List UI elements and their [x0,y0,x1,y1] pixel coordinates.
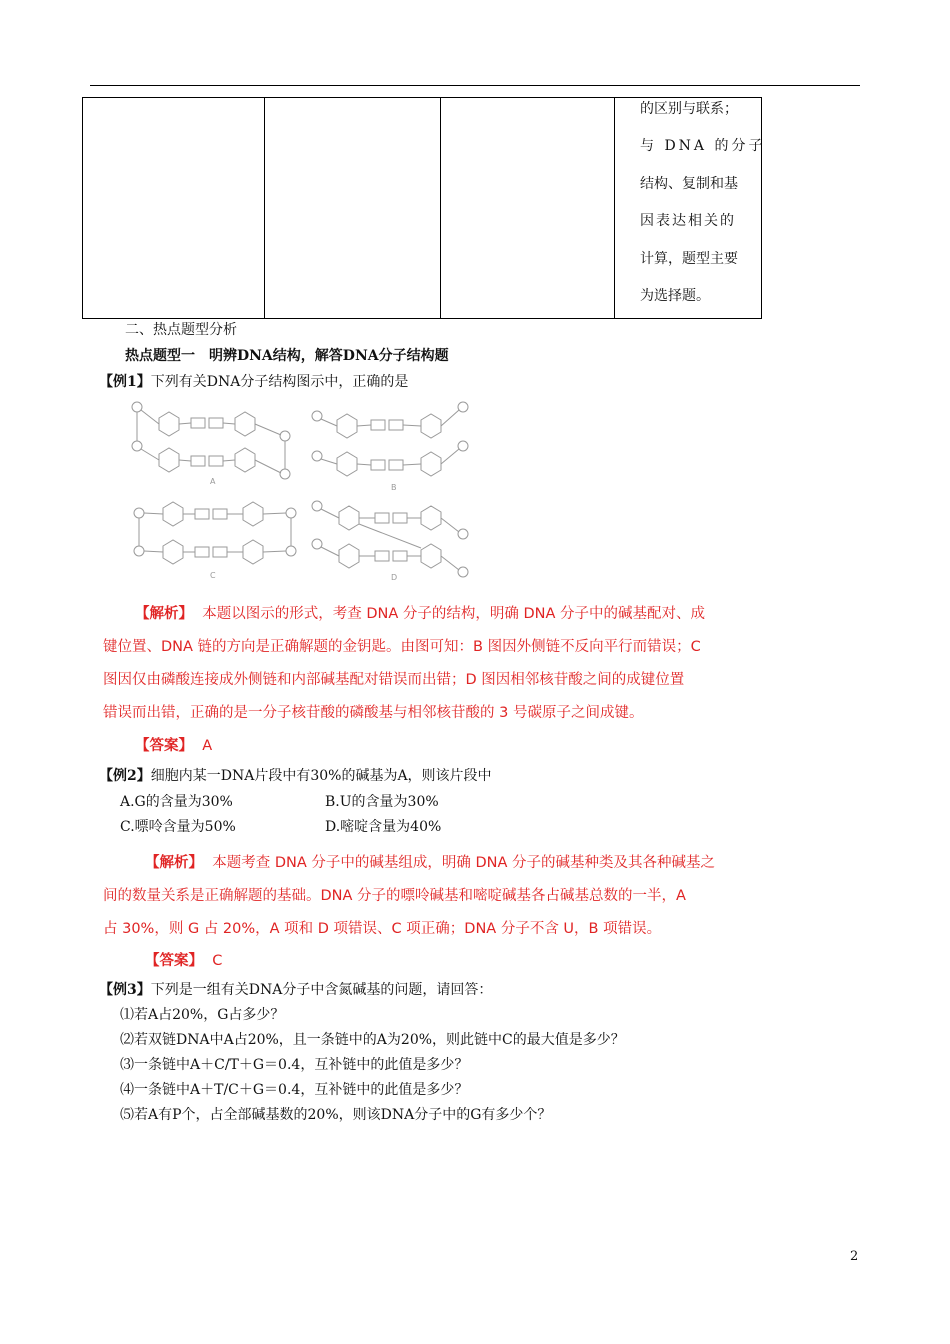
answer-tag: 【答案】 [145,953,203,969]
table-divider [614,98,615,318]
diagram-b [312,402,468,476]
diagram-a [132,402,290,479]
answer-value: C [212,953,223,969]
answer-tag: 【答案】 [135,738,193,754]
diagram-label-d: D [391,573,398,582]
answer-value: A [202,738,213,754]
question-text: 下列有关DNA分子结构图示中，正确的是 [150,374,409,390]
option-c: C.嘌呤含量为50% [120,819,236,835]
example2-analysis-line: 间的数量关系是正确解题的基础。DNA 分子的嘌呤碱基和嘧啶碱基各占碱基总数的一半，A [103,888,686,904]
example-label: 【例3】 [99,982,151,998]
table-cell-line: 为选择题。 [640,288,710,305]
example-label: 【例2】 [99,768,151,784]
example1-analysis-line: 键位置、DNA 链的方向是正确解题的金钥匙。由图可知：B 图因外侧链不反向平行而错误；C [103,639,701,655]
example2-analysis-line: 占 30%，则 G 占 20%，A 项和 D 项错误、C 项正确；DNA 分子不含 U，B 项错误。 [103,921,662,937]
table-divider [440,98,441,318]
example3-item: ⑷一条链中A＋T/C＋G＝0.4，互补链中的此值是多少？ [120,1082,469,1098]
example1-analysis-line: 【解析】 本题以图示的形式，考查 DNA 分子的结构，明确 DNA 分子中的碱基配对、成 [135,606,706,622]
example2-question [99,765,492,785]
question-text: 下列是一组有关DNA分子中含氮碱基的问题，请回答： [150,982,493,998]
example2-analysis-line: 【解析】 本题考查 DNA 分子中的碱基组成，明确 DNA 分子的碱基种类及其各种碱基之 [145,855,716,871]
option-b: B.U的含量为30% [325,794,439,810]
option-a: A.G的含量为30% [120,794,233,810]
diagram-c [134,502,296,564]
table-cell-line: 与 DNA 的分子 [640,138,766,155]
section-heading: 二、热点题型分析 [125,322,237,338]
hot-type-title: 热点题型一 明辨DNA结构，解答DNA分子结构题 [125,348,449,364]
analysis-tag: 【解析】 [135,606,193,622]
table-cell-line: 计算，题型主要 [640,250,738,267]
example3-item: ⑶一条链中A＋C/T＋G＝0.4，互补链中的此值是多少？ [120,1057,469,1073]
example1-analysis-line: 图因仅由磷酸连接成外侧链和内部碱基配对错误而出错；D 图因相邻核苷酸之间的成键位置 [103,672,685,688]
example1-analysis-line: 错误而出错，正确的是一分子核苷酸的磷酸基与相邻核苷酸的 3 号碳原子之间成键。 [103,705,644,721]
diagram-d [312,501,468,577]
dna-structure-diagrams [125,398,485,588]
option-d: D.嘧啶含量为40% [325,819,442,835]
header-rule [90,85,860,86]
example1-answer [135,734,212,755]
analysis-tag: 【解析】 [145,855,203,871]
diagram-label-a: A [210,477,216,486]
question-text: 细胞内某一DNA片段中有30%的碱基为A，则该片段中 [150,768,492,784]
table-cell-line: 因表达相关的 [640,213,736,230]
table-cell-line: 结构、复制和基 [640,175,738,192]
example-label: 【例1】 [99,374,151,390]
table-cell-line: 的区别与联系； [640,101,738,117]
example2-answer [145,949,222,970]
example3-question [99,979,492,999]
example3-item: ⑴若A占20%，G占多少？ [120,1007,285,1023]
page-number: 2 [850,1249,859,1264]
table-divider [264,98,265,318]
example3-item: ⑵若双链DNA中A占20%，且一条链中的A为20%，则此链中C的最大值是多少？ [120,1032,625,1048]
table-cell-text [640,91,766,315]
diagram-label-c: C [210,571,216,580]
example3-item: ⑸若A有P个，占全部碱基数的20%，则该DNA分子中的G有多少个？ [120,1107,552,1123]
diagram-label-b: B [391,483,397,492]
example1-question [99,371,408,391]
